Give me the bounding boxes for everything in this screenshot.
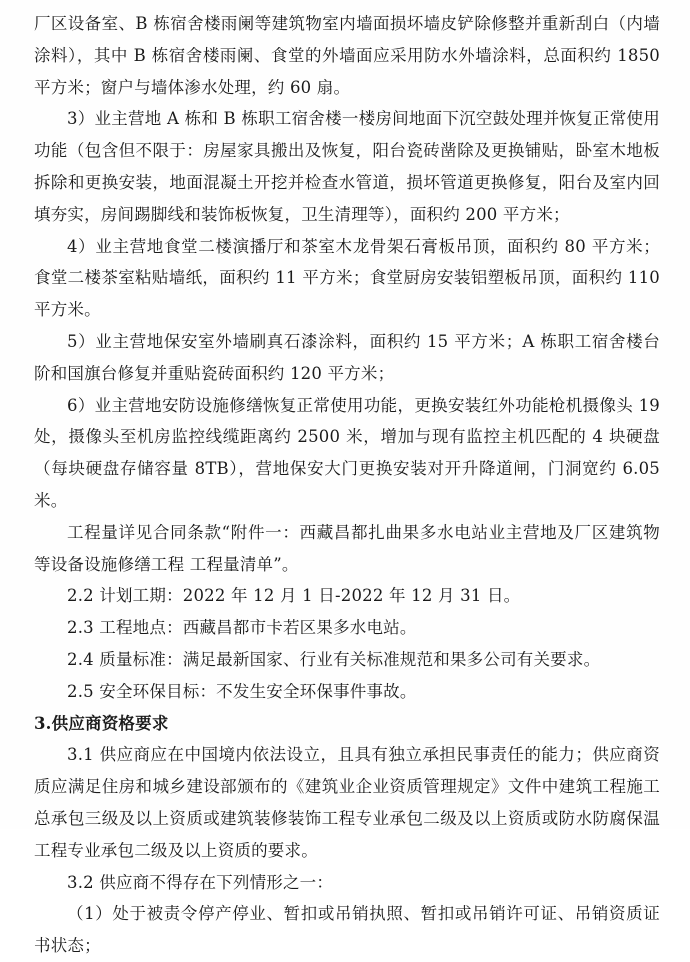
paragraph-project-location: 2.3 工程地点：西藏昌都市卡若区果多水电站。	[67, 618, 417, 638]
paragraph-quality-standard: 2.4 质量标准：满足最新国家、行业有关标准规范和果多公司有关要求。	[67, 649, 601, 669]
paragraph-item-6: 6）业主营地安防设施修缮恢复正常使用功能，更换安装红外功能枪机摄像头 19 处，摄像头至机房监控线缆距离约 2500 米，增加与现有监控主机匹配的 4 块硬盘（每块硬盘存储容量 8TB），营地保安大门更换安装对开升降道闸，门洞宽约 6.05 米。	[34, 395, 660, 510]
heading-supplier-qualification: 3.供应商资格要求	[34, 713, 169, 733]
paragraph-qualification-3-2: 3.2 供应商不得存在下列情形之一：	[67, 872, 334, 892]
paragraph-qualification-3-2-1: （1）处于被责令停产停业、暂扣或吊销执照、暂扣或吊销许可证、吊销资质证书状态；	[34, 904, 660, 956]
paragraph-item-4: 4）业主营地食堂二楼演播厅和茶室木龙骨架石膏板吊顶，面积约 80 平方米；食堂二楼茶室粘贴墙纸，面积约 11 平方米；食堂厨房安装铝塑板吊顶，面积约 110 平方米。	[34, 236, 660, 320]
paragraph-item-3: 3）业主营地 A 栋和 B 栋职工宿舍楼一楼房间地面下沉空鼓处理并恢复正常使用功能（包含但不限于：房屋家具搬出及恢复，阳台瓷砖凿除及更换铺贴，卧室木地板拆除和更换安装，地面混凝土开挖并检查水管道，损坏管道更换修复，阳台及室内回填夯实，房间踢脚线和装饰板恢复，卫生清理等），面积约 200 平方米；	[34, 109, 660, 224]
paragraph-facility-repair: 厂区设备室、B 栋宿舍楼雨阑等建筑物室内墙面损坏墙皮铲除修整并重新刮白（内墙涂料），其中 B 栋宿舍楼雨阑、食堂的外墙面应采用防水外墙涂料，总面积约 1850 平方米；窗户与墙体渗水处理，约 60 扇。	[34, 14, 660, 97]
paragraph-contract-reference: 工程量详见合同条款“附件一：西藏昌都扎曲果多水电站业主营地及厂区建筑物等设备设施修缮工程 工程量清单”。	[34, 522, 660, 574]
paragraph-safety-environment-goal: 2.5 安全环保目标：不发生安全环保事件事故。	[67, 681, 417, 701]
paragraph-item-5: 5）业主营地保安室外墙刷真石漆涂料，面积约 15 平方米；A 栋职工宿舍楼台阶和国旗台修复并重贴瓷砖面积约 120 平方米；	[34, 331, 660, 383]
paragraph-qualification-3-1: 3.1 供应商应在中国境内依法设立，且具有独立承担民事责任的能力；供应商资质应满足住房和城乡建设部颁布的《建筑业企业资质管理规定》文件中建筑工程施工总承包三级及以上资质或建筑装修装饰工程专业承包二级及以上资质或防水防腐保温工程专业承包二级及以上资质的要求。	[34, 745, 660, 860]
document-body	[34, 8, 660, 962]
paragraph-planned-duration: 2.2 计划工期：2022 年 12 月 1 日-2022 年 12 月 31 日。	[67, 586, 521, 606]
